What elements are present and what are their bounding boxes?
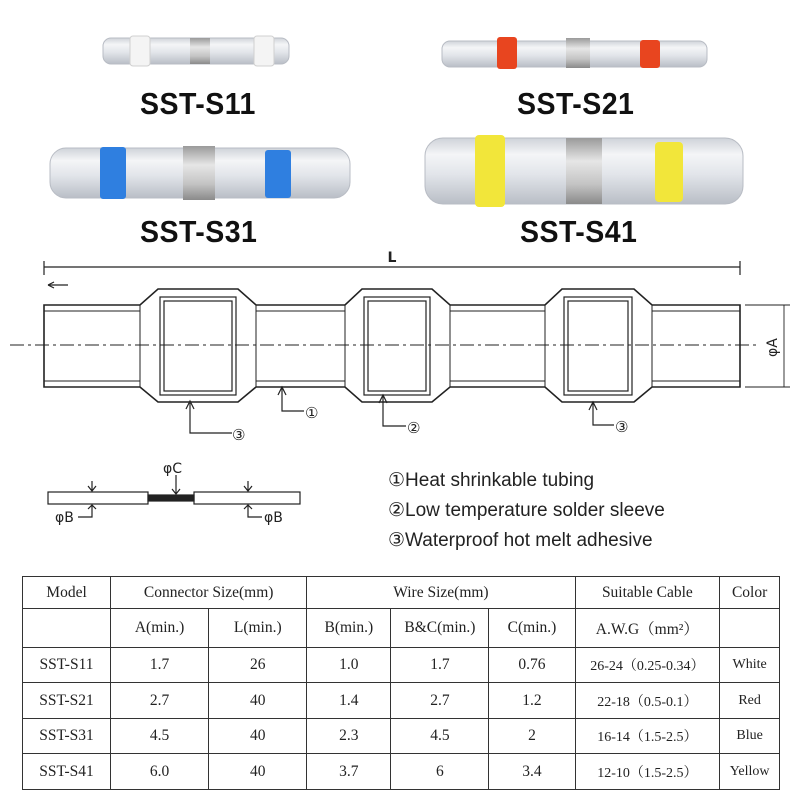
callout-3-right: ③ [615, 418, 629, 436]
cell-cable: 12-10（1.5-2.5） [575, 754, 720, 790]
connector-photo-s31 [50, 146, 350, 200]
cell-c: 0.76 [489, 647, 575, 683]
header-color: Color [720, 577, 780, 609]
connector-photo-s11 [103, 36, 289, 66]
band-right [655, 142, 683, 202]
diameter-a-label: φA [765, 338, 781, 357]
cell-b: 1.4 [307, 683, 391, 719]
cell-cable: 26-24（0.25-0.34） [575, 647, 720, 683]
cell-c: 2 [489, 718, 575, 754]
cell-l: 26 [209, 647, 307, 683]
cell-color: White [720, 647, 780, 683]
connector-diagram [0, 245, 800, 575]
diameter-b-label-left: φB [55, 510, 74, 526]
cell-color: Yellow [720, 754, 780, 790]
tube-outline [44, 289, 740, 402]
cell-l: 40 [209, 718, 307, 754]
band-right [265, 150, 291, 198]
callout-2: ② [407, 419, 421, 437]
wire-left [48, 492, 148, 504]
cell-c: 3.4 [489, 754, 575, 790]
cell-l: 40 [209, 754, 307, 790]
diameter-c-label: φC [163, 461, 183, 477]
header-model: Model [23, 577, 111, 609]
legend-item-2: ②Low temperature solder sleeve [388, 500, 665, 521]
legend-item-1: ①Heat shrinkable tubing [388, 470, 595, 491]
header-connector-size: Connector Size(mm) [111, 577, 307, 609]
header-c-min: C(min.) [489, 609, 575, 648]
cell-b: 3.7 [307, 754, 391, 790]
band-left [100, 147, 126, 199]
table-subheader-row [23, 609, 780, 648]
table-row [23, 718, 780, 754]
header-suitable-cable: Suitable Cable [575, 577, 720, 609]
connector-photo-s21 [442, 37, 707, 69]
band-right [640, 40, 660, 68]
model-label-s21: SST-S21 [517, 86, 635, 121]
diameter-b-label-right: φB [264, 510, 283, 526]
cell-cable: 22-18（0.5-0.1） [575, 683, 720, 719]
table-header-row [23, 577, 780, 609]
table-row [23, 683, 780, 719]
cell-bc: 2.7 [391, 683, 489, 719]
legend-item-3: ③Waterproof hot melt adhesive [388, 530, 653, 551]
cell-b: 1.0 [307, 647, 391, 683]
model-label-s31: SST-S31 [140, 214, 258, 249]
cell-color: Red [720, 683, 780, 719]
header-awg: A.W.G（mm²） [575, 609, 720, 648]
wire-right [194, 492, 300, 504]
header-a-min: A(min.) [111, 609, 209, 648]
cell-bc: 6 [391, 754, 489, 790]
model-label-s41: SST-S41 [520, 214, 638, 249]
cell-a: 1.7 [111, 647, 209, 683]
cell-bc: 4.5 [391, 718, 489, 754]
table-row [23, 754, 780, 790]
wire-core [148, 495, 194, 501]
cell-model: SST-S11 [23, 647, 111, 683]
cell-b: 2.3 [307, 718, 391, 754]
band-left [475, 135, 505, 207]
cell-l: 40 [209, 683, 307, 719]
product-photos [0, 0, 800, 250]
connector-photo-s41 [425, 135, 743, 207]
callout-1: ① [305, 404, 319, 422]
header-b-min: B(min.) [307, 609, 391, 648]
header-bc-min: B&C(min.) [391, 609, 489, 648]
header-wire-size: Wire Size(mm) [307, 577, 575, 609]
cell-c: 1.2 [489, 683, 575, 719]
callout-3-left: ③ [232, 426, 246, 444]
cell-model: SST-S31 [23, 718, 111, 754]
cell-a: 2.7 [111, 683, 209, 719]
table-row [23, 647, 780, 683]
cell-model: SST-S41 [23, 754, 111, 790]
cell-a: 6.0 [111, 754, 209, 790]
cell-a: 4.5 [111, 718, 209, 754]
band-left [497, 37, 517, 69]
cell-model: SST-S21 [23, 683, 111, 719]
band-left [130, 36, 150, 66]
cell-bc: 1.7 [391, 647, 489, 683]
spec-table [22, 576, 780, 790]
header-l-min: L(min.) [209, 609, 307, 648]
cell-cable: 16-14（1.5-2.5） [575, 718, 720, 754]
length-label: L [387, 250, 397, 266]
model-label-s11: SST-S11 [140, 86, 256, 121]
band-right [254, 36, 274, 66]
cell-color: Blue [720, 718, 780, 754]
